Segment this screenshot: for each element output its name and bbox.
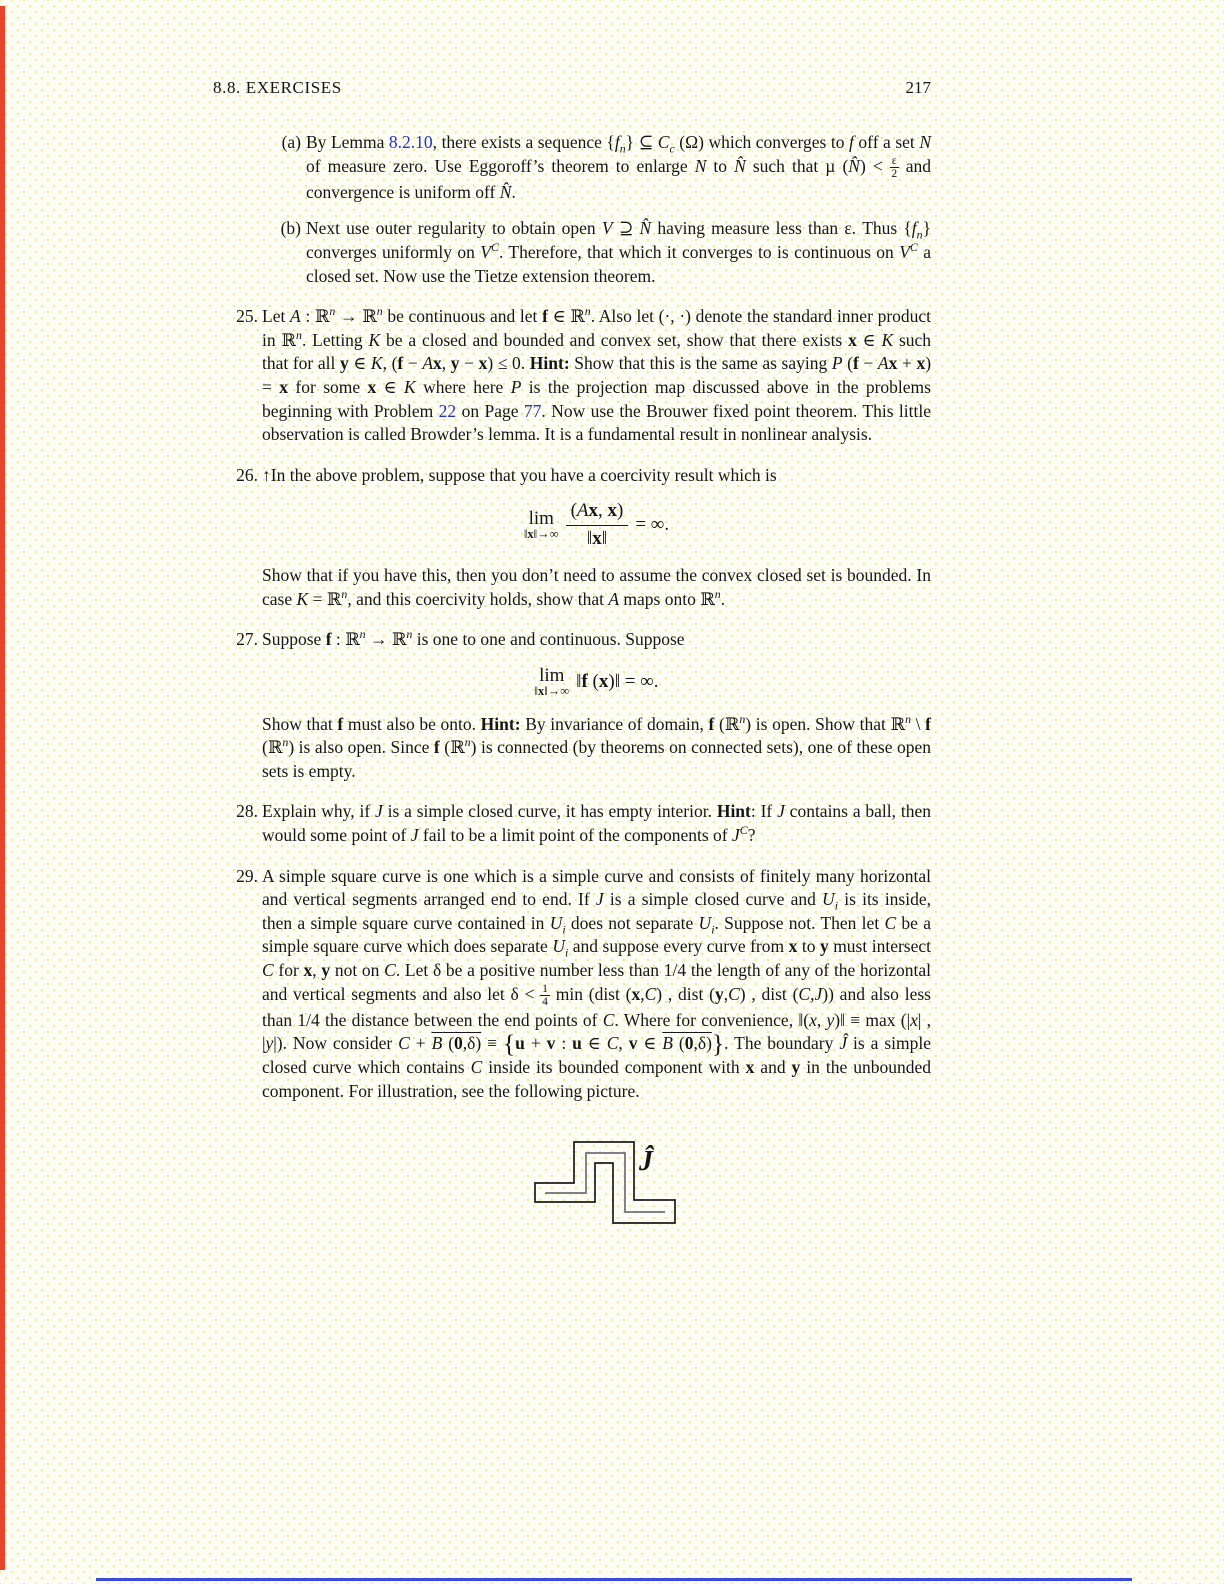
item-text: ↑In the above problem, suppose that you have a coercivity result which is (262, 464, 777, 485)
page-content (213, 0, 931, 1240)
figure-simple-square-curve (525, 1135, 705, 1240)
ref-link-problem-22[interactable]: 22 (438, 400, 457, 421)
ref-link-page-77[interactable]: 77 (523, 400, 542, 421)
item-text: A simple square curve is one which is a simple curve and consists of finitely many horizontal and vertical segments arranged end to end. If J is a simple closed curve and $U_i$ is its inside, then a simple square curve contained in $U_i$ does not separate $U_i$. Suppose not. Then let C be a simple square curve which does separate $U_i$ and suppose every curve from x to y must intersect C for x, y not on C. Let δ be a positive number less than 1/4 the length of any of the horizontal and vertical segments and also let δ < $\frac{1}{4}$ min (dist (x,C) , dist (y,C) , dist (C,J)) and also less than 1/4 the distance between the end points of C. Where for convenience, ‖(x, y)‖ ≡ max (|x| , |y|). Now consider C + B (0,δ) ≡ {u + v : u ∈ C, v ∈ B (0,δ)}. The boundary Ĵ is a simple closed curve which contains C inside its bounded component with x and y in the unbounded component. For illustration, see the following picture. (262, 865, 932, 1101)
page-number: 217 (905, 78, 931, 97)
exercise-list (213, 131, 931, 1103)
display-formula-27 (262, 666, 931, 699)
fraction: $\frac{(Ax, x)}{‖x‖}$ (566, 501, 629, 550)
jhat-label: Ĵ (639, 1146, 653, 1178)
figure-jhat-svg (525, 1135, 705, 1235)
exercise-item-27 (213, 628, 931, 783)
bottom-edge-line (96, 1578, 1132, 1581)
page-header (213, 0, 931, 98)
item-label: (b) (280, 218, 301, 239)
limit-operator: lim ‖x‖→∞ (523, 508, 559, 542)
item-text: Next use outer regularity to obtain open V ⊇ N̂ having measure less than ε. Thus $\{f_n\}$ converges uniformly on $V^C$. Therefore, that which it converges to is continuous on $V^C$ a closed set. Now use the Tietze extension theorem. (306, 218, 931, 286)
left-edge-marker (0, 6, 5, 1570)
item-label: 25. (236, 306, 258, 327)
item-text: Show that if you have this, then you don’t need to assume the convex closed set is bounded. In case K = ℝ$^n$, and this coercivity holds, show that A maps onto ℝ$^n$. (262, 565, 931, 609)
item-label: 26. (236, 464, 258, 485)
item-text: By Lemma 8.2.10, there exists a sequence $\{f_n\}$ ⊆ $C_c$ (Ω) which converges to f off a set N of measure zero. Use Eggoroff’s theorem to enlarge N to N̂ such that µ (N̂) < $\frac{\varepsilon}{2}$ and convergence is uniform off N̂. (306, 132, 931, 202)
section-title: 8.8. EXERCISES (213, 78, 342, 97)
jhat-boundary-path (535, 1142, 675, 1223)
formula-body: ‖f (x)‖ = ∞. (576, 670, 659, 692)
limit-operator: lim ‖x‖→∞ (534, 664, 570, 698)
exercise-item-a (213, 131, 931, 204)
item-label: 29. (236, 865, 258, 886)
exercise-item-29 (213, 865, 931, 1104)
item-text: Show that f must also be onto. Hint: By invariance of domain, f (ℝ$^n$) is open. Show that ℝ$^n$ \ f (ℝ$^n$) is also open. Since f (ℝ$^n$) is connected (by theorems on connected sets), one of these open sets is empty. (262, 711, 932, 781)
item-label: (a) (281, 132, 301, 152)
formula-rhs: = ∞. (635, 514, 670, 536)
item-text: Explain why, if J is a simple closed curve, it has empty interior. Hint: If J contains a ball, then would some point of J fail to be a limit point of the components of $J^C$? (262, 801, 931, 845)
ref-link-lemma-8-2-10[interactable]: 8.2.10 (388, 132, 433, 152)
exercise-item-28 (213, 800, 931, 847)
exercise-item-25 (213, 305, 931, 447)
display-formula-26 (262, 501, 931, 550)
exercise-item-b (213, 217, 931, 288)
exercise-item-26 (213, 464, 931, 612)
item-text: Let A : ℝ$^n$ → ℝ$^n$ be continuous and let f ∈ ℝ$^n$. Also let (·, ·) denote the standard inner product in ℝ$^n$. Letting K be a closed and bounded and convex set, show that there exists x ∈ K such that for all y ∈ K, (f − Ax, y − x) ≤ 0. Hint: Show that this is the same as saying P (f − Ax + x) = x for some x ∈ K where here P is the projection map discussed above in the problems beginning with Problem 22 on Page 77. Now use the Brouwer fixed point theorem. This little observation is called Browder’s lemma. It is a fundamental result in nonlinear analysis. (262, 304, 932, 445)
item-text: Suppose f : ℝ$^n$ → ℝ$^n$ is one to one and continuous. Suppose (262, 627, 685, 650)
item-label: 27. (236, 629, 258, 650)
item-label: 28. (236, 801, 258, 822)
